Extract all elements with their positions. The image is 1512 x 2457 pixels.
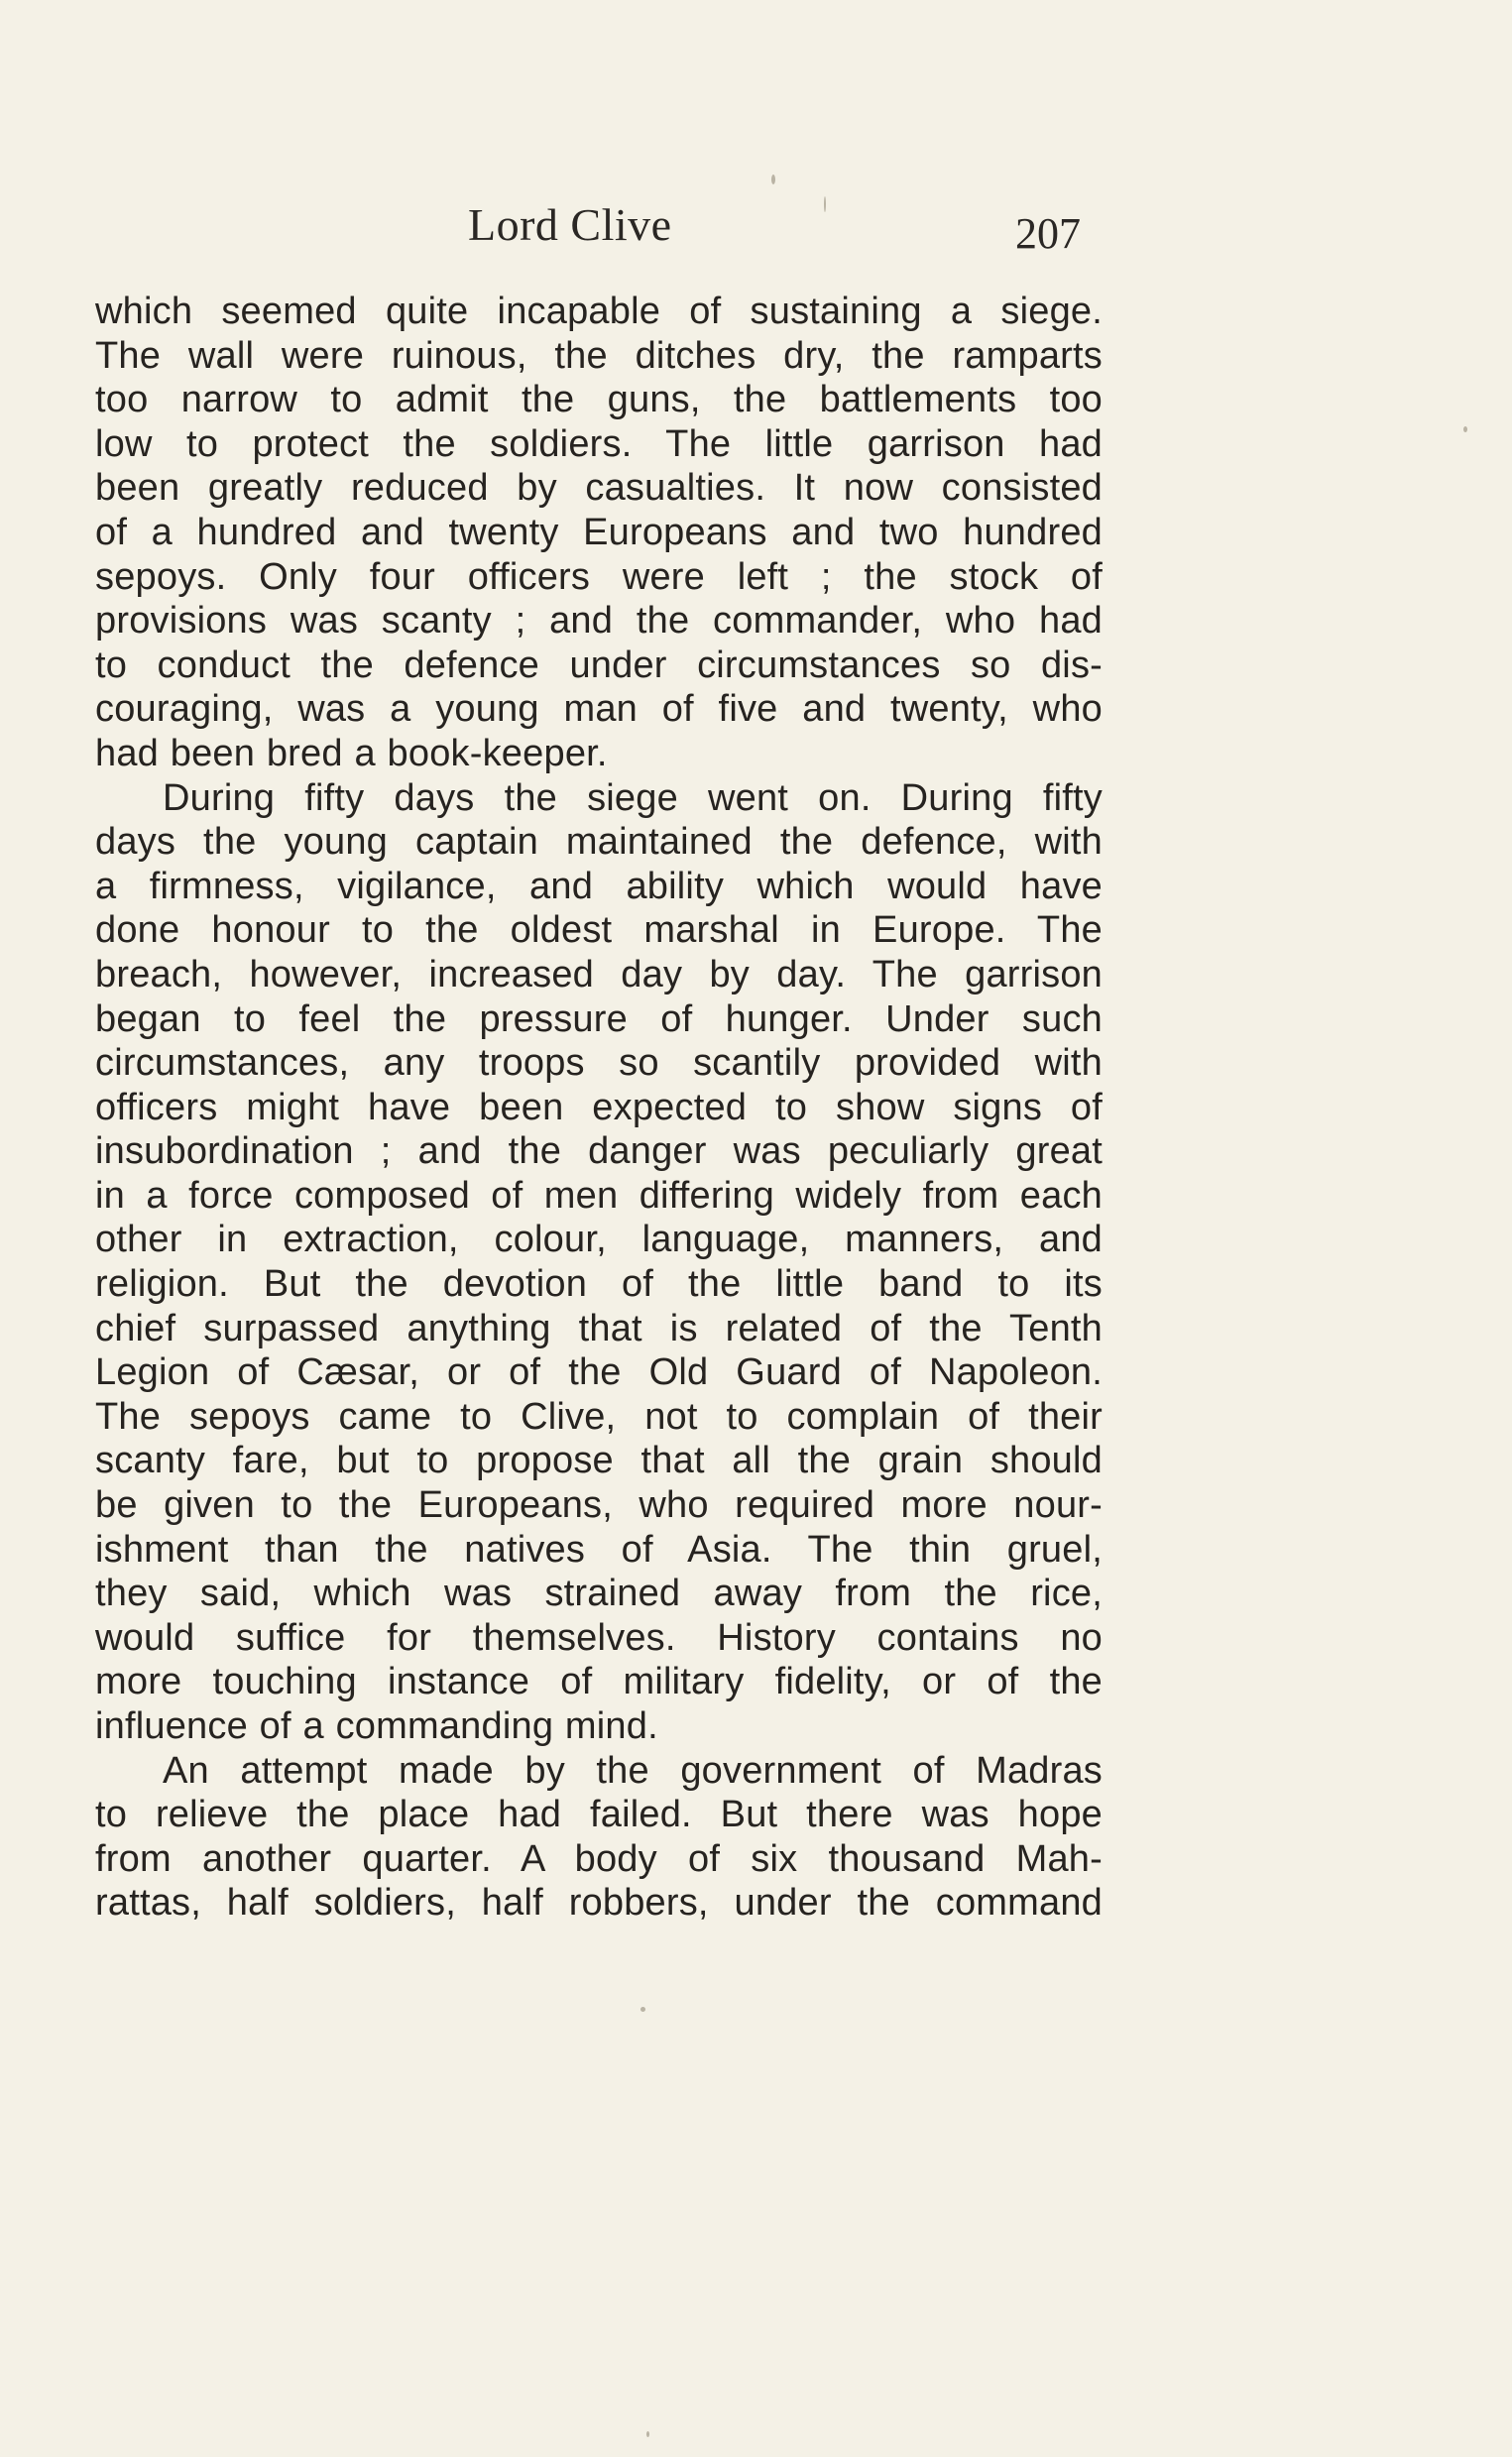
text-line: they said, which was strained away from the rice, [95, 1573, 1103, 1615]
text-line: been greatly reduced by casualties. It now consisted [95, 467, 1103, 510]
text-line: circumstances, any troops so scantily provided with [95, 1042, 1103, 1085]
text-line: days the young captain maintained the defence, with [95, 821, 1103, 864]
text-line: The wall were ruinous, the ditches dry, the ramparts [95, 334, 1103, 377]
text-line: from another quarter. A body of six thousand Mah- [95, 1837, 1103, 1880]
text-line: a firmness, vigilance, and ability which would have [95, 865, 1103, 907]
text-line: had been bred a book-keeper. [95, 732, 608, 774]
text-line: An attempt made by the government of Madras [163, 1749, 1103, 1792]
text-line: officers might have been expected to show signs of [95, 1086, 1103, 1128]
text-line: couraging, was a young man of five and twenty, who [95, 688, 1103, 731]
running-title: Lord Clive [468, 199, 672, 250]
text-line: provisions was scanty ; and the commander, who had [95, 600, 1103, 643]
text-line: sepoys. Only four officers were left ; the stock of [95, 555, 1103, 598]
text-line: breach, however, increased day by day. The garrison [95, 953, 1103, 995]
body-text [95, 290, 1103, 1926]
text-line: During fifty days the siege went on. During fifty [163, 776, 1103, 819]
text-line: insubordination ; and the danger was peculiarly great [95, 1130, 1103, 1173]
text-line: ishment than the natives of Asia. The thin gruel, [95, 1528, 1103, 1571]
paper-speck [646, 2431, 649, 2437]
text-line: to relieve the place had failed. But there was hope [95, 1794, 1103, 1836]
text-line: other in extraction, colour, language, manners, and [95, 1219, 1103, 1261]
text-line: of a hundred and twenty Europeans and two hundred [95, 511, 1103, 553]
text-line: done honour to the oldest marshal in Europe. The [95, 909, 1103, 952]
text-line: The sepoys came to Clive, not to complain of their [95, 1395, 1103, 1438]
text-line: rattas, half soldiers, half robbers, under the command [95, 1882, 1103, 1925]
text-line: religion. But the devotion of the little band to its [95, 1263, 1103, 1306]
paper-speck [824, 196, 826, 212]
text-line: be given to the Europeans, who required more nour- [95, 1484, 1103, 1527]
text-line: began to feel the pressure of hunger. Under such [95, 997, 1103, 1040]
text-line: influence of a commanding mind. [95, 1705, 658, 1747]
paper-speck [640, 2007, 645, 2012]
text-line: Legion of Cæsar, or of the Old Guard of Napoleon. [95, 1351, 1103, 1394]
text-line: low to protect the soldiers. The little garrison had [95, 422, 1103, 465]
text-line: chief surpassed anything that is related of the Tenth [95, 1307, 1103, 1349]
text-line: would suffice for themselves. History contains no [95, 1616, 1103, 1659]
text-line: more touching instance of military fidelity, or of the [95, 1661, 1103, 1703]
text-line: scanty fare, but to propose that all the grain should [95, 1440, 1103, 1482]
paper-speck [771, 175, 775, 184]
page-number: 207 [1015, 209, 1081, 258]
text-line: which seemed quite incapable of sustaining a siege. [95, 291, 1103, 332]
text-line: in a force composed of men differing widely from each [95, 1174, 1103, 1217]
paper-speck [1463, 426, 1467, 432]
text-line: to conduct the defence under circumstances so dis- [95, 644, 1103, 686]
text-line: too narrow to admit the guns, the battlements too [95, 379, 1103, 421]
